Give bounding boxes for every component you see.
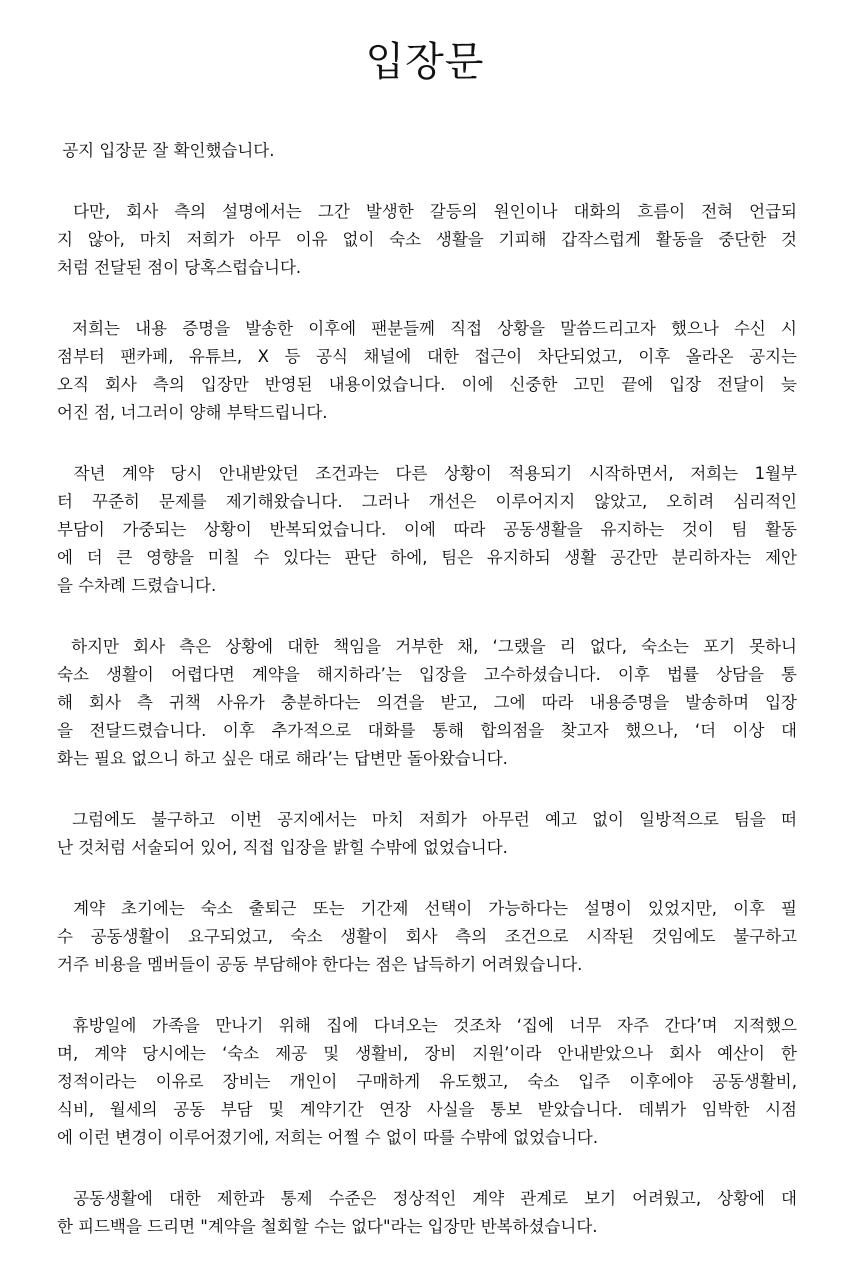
paragraph-line: 난 것처럼 서술되어 있어, 직접 입장을 밝힐 수밖에 없었습니다. bbox=[57, 838, 508, 857]
paragraph-line: 다만, 회사 측의 설명에서는 그간 발생한 갈등의 원인이나 대화의 흐름이 전혀 언급되 bbox=[57, 202, 797, 221]
paragraph bbox=[57, 198, 797, 282]
paragraph-line: 어진 점, 너그러이 양해 부탁드립니다. bbox=[57, 403, 328, 422]
paragraph-line: 부담이 가중되는 상황이 반복되었습니다. 이에 따라 공동생활을 유지하는 것이 팀 활동 bbox=[57, 520, 797, 539]
paragraph-line: 오직 회사 측의 입장만 반영된 내용이었습니다. 이에 신중한 고민 끝에 입장 전달이 늦 bbox=[57, 375, 797, 394]
paragraph-line: 숙소 생활이 어렵다면 계약을 해지하라’는 입장을 고수하셨습니다. 이후 법률 상담을 통 bbox=[57, 665, 797, 684]
paragraph-line: 점부터 팬카페, 유튜브, X 등 공식 채널에 대한 접근이 차단되었고, 이후 올라온 공지는 bbox=[57, 347, 797, 366]
paragraph-line: 을 수차례 드렸습니다. bbox=[57, 576, 217, 595]
paragraph bbox=[57, 895, 797, 979]
paragraph-line: 터 꾸준히 문제를 제기해왔습니다. 그러나 개선은 이루어지지 않았고, 오히려 심리적인 bbox=[57, 492, 797, 511]
paragraph-line: 에 이런 변경이 이루어졌기에, 저희는 어쩔 수 없이 따를 수밖에 없었습니다. bbox=[57, 1128, 599, 1147]
paragraph bbox=[57, 1012, 797, 1152]
paragraph-line: 거주 비용을 멤버들이 공동 부담해야 한다는 점은 납득하기 어려웠습니다. bbox=[57, 955, 583, 974]
paragraph bbox=[57, 633, 797, 773]
paragraph bbox=[57, 1185, 797, 1241]
paragraph bbox=[57, 137, 797, 165]
paragraph bbox=[57, 315, 797, 427]
paragraph-line: 하지만 회사 측은 상황에 대한 책임을 거부한 채, ‘그랬을 리 없다, 숙소는 포기 못하니 bbox=[57, 637, 797, 656]
paragraph-line: 을 전달드렸습니다. 이후 추가적으로 대화를 통해 합의점을 찾고자 했으나, ‘더 이상 대 bbox=[57, 721, 797, 740]
paragraph-line: 식비, 월세의 공동 부담 및 계약기간 연장 사실을 통보 받았습니다. 데뷔가 임박한 시점 bbox=[57, 1100, 797, 1119]
paragraph-line: 수 공동생활이 요구되었고, 숙소 생활이 회사 측의 조건으로 시작된 것임에도 불구하고 bbox=[57, 927, 797, 946]
document-title: 입장문 bbox=[365, 39, 485, 85]
paragraph-line: 해 회사 측 귀책 사유가 충분하다는 의견을 받고, 그에 따라 내용증명을 발송하며 입장 bbox=[57, 693, 797, 712]
paragraph-line: 공동생활에 대한 제한과 통제 수준은 정상적인 계약 관계로 보기 어려웠고, 상황에 대 bbox=[57, 1189, 797, 1208]
paragraph-line: 며, 계약 당시에는 ‘숙소 제공 및 생활비, 장비 지원’이라 안내받았으나 회사 예산이 한 bbox=[57, 1044, 797, 1063]
document-body bbox=[57, 137, 797, 1274]
paragraph-line: 작년 계약 당시 안내받았던 조건과는 다른 상황이 적용되기 시작하면서, 저희는 1월부 bbox=[57, 464, 797, 483]
paragraph-line: 처럼 전달된 점이 당혹스럽습니다. bbox=[57, 258, 302, 277]
paragraph-line: 정적이라는 이유로 장비는 개인이 구매하게 유도했고, 숙소 입주 이후에야 공동생활비, bbox=[57, 1072, 797, 1091]
paragraph-line: 한 피드백을 드리면 "계약을 철회할 수는 없다"라는 입장만 반복하셨습니다. bbox=[57, 1217, 598, 1236]
paragraph-line: 휴방일에 가족을 만나기 위해 집에 다녀오는 것조차 ‘집에 너무 자주 간다’며 지적했으 bbox=[57, 1016, 797, 1035]
paragraph-line: 에 더 큰 영향을 미칠 수 있다는 판단 하에, 팀은 유지하되 생활 공간만 분리하자는 제안 bbox=[57, 548, 797, 567]
paragraph-line: 공지 입장문 잘 확인했습니다. bbox=[57, 141, 275, 160]
paragraph bbox=[57, 460, 797, 600]
paragraph-line: 계약 초기에는 숙소 출퇴근 또는 기간제 선택이 가능하다는 설명이 있었지만, 이후 필 bbox=[57, 899, 797, 918]
paragraph-line: 화는 필요 없으니 하고 싶은 대로 해라’는 답변만 돌아왔습니다. bbox=[57, 749, 508, 768]
paragraph-line: 그럼에도 불구하고 이번 공지에서는 마치 저희가 아무런 예고 없이 일방적으로 팀을 떠 bbox=[57, 810, 797, 829]
paragraph-line: 저희는 내용 증명을 발송한 이후에 팬분들께 직접 상황을 말씀드리고자 했으나 수신 시 bbox=[57, 319, 797, 338]
paragraph bbox=[57, 806, 797, 862]
paragraph-line: 지 않아, 마치 저희가 아무 이유 없이 숙소 생활을 기피해 갑작스럽게 활동을 중단한 것 bbox=[57, 230, 797, 249]
